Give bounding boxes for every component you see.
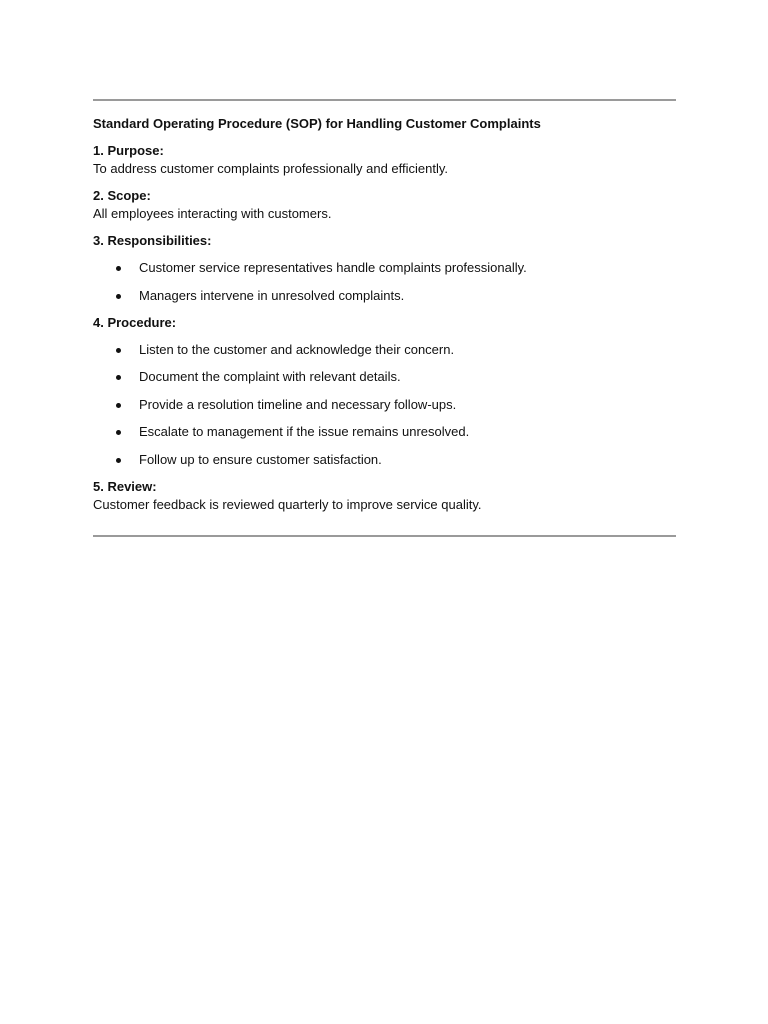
bullet-list bbox=[93, 259, 676, 304]
section-body: Customer feedback is reviewed quarterly to improve service quality. bbox=[93, 496, 482, 512]
bullet-icon bbox=[116, 458, 121, 463]
top-divider bbox=[93, 99, 676, 101]
bullet-icon bbox=[116, 403, 121, 408]
list-item-text: Escalate to management if the issue remains unresolved. bbox=[139, 424, 470, 439]
section-review bbox=[93, 478, 676, 513]
document-title: Standard Operating Procedure (SOP) for Handling Customer Complaints bbox=[93, 116, 541, 131]
list-item-text: Customer service representatives handle complaints professionally. bbox=[139, 260, 527, 275]
section-procedure bbox=[93, 314, 676, 468]
bullet-icon bbox=[116, 294, 121, 299]
list-item-text: Listen to the customer and acknowledge their concern. bbox=[139, 341, 455, 357]
bullet-icon bbox=[116, 266, 121, 271]
section-heading: 4. Procedure: bbox=[93, 314, 177, 330]
section-heading: 2. Scope: bbox=[93, 188, 151, 203]
document-page bbox=[93, 99, 676, 537]
list-item bbox=[93, 451, 676, 468]
list-item bbox=[93, 423, 676, 440]
bullet-icon bbox=[116, 348, 121, 353]
section-body: To address customer complaints professionally and efficiently. bbox=[93, 161, 449, 176]
section-scope bbox=[93, 187, 676, 222]
list-item bbox=[93, 259, 676, 276]
section-heading: 1. Purpose: bbox=[93, 143, 164, 158]
section-heading: 3. Responsibilities: bbox=[93, 233, 212, 248]
list-item-text: Document the complaint with relevant details. bbox=[139, 369, 401, 384]
bullet-icon bbox=[116, 430, 121, 435]
list-item-text: Managers intervene in unresolved complaints. bbox=[139, 287, 405, 303]
section-body: All employees interacting with customers. bbox=[93, 206, 332, 221]
list-item bbox=[93, 341, 676, 358]
section-heading: 5. Review: bbox=[93, 478, 157, 494]
section-purpose bbox=[93, 142, 676, 177]
bullet-icon bbox=[116, 375, 121, 380]
list-item bbox=[93, 396, 676, 413]
list-item bbox=[93, 287, 676, 304]
list-item bbox=[93, 368, 676, 385]
list-item-text: Provide a resolution timeline and necessary follow-ups. bbox=[139, 396, 457, 412]
list-item-text: Follow up to ensure customer satisfaction. bbox=[139, 451, 382, 467]
section-responsibilities bbox=[93, 232, 676, 304]
bottom-divider bbox=[93, 535, 676, 537]
bullet-list bbox=[93, 341, 676, 468]
